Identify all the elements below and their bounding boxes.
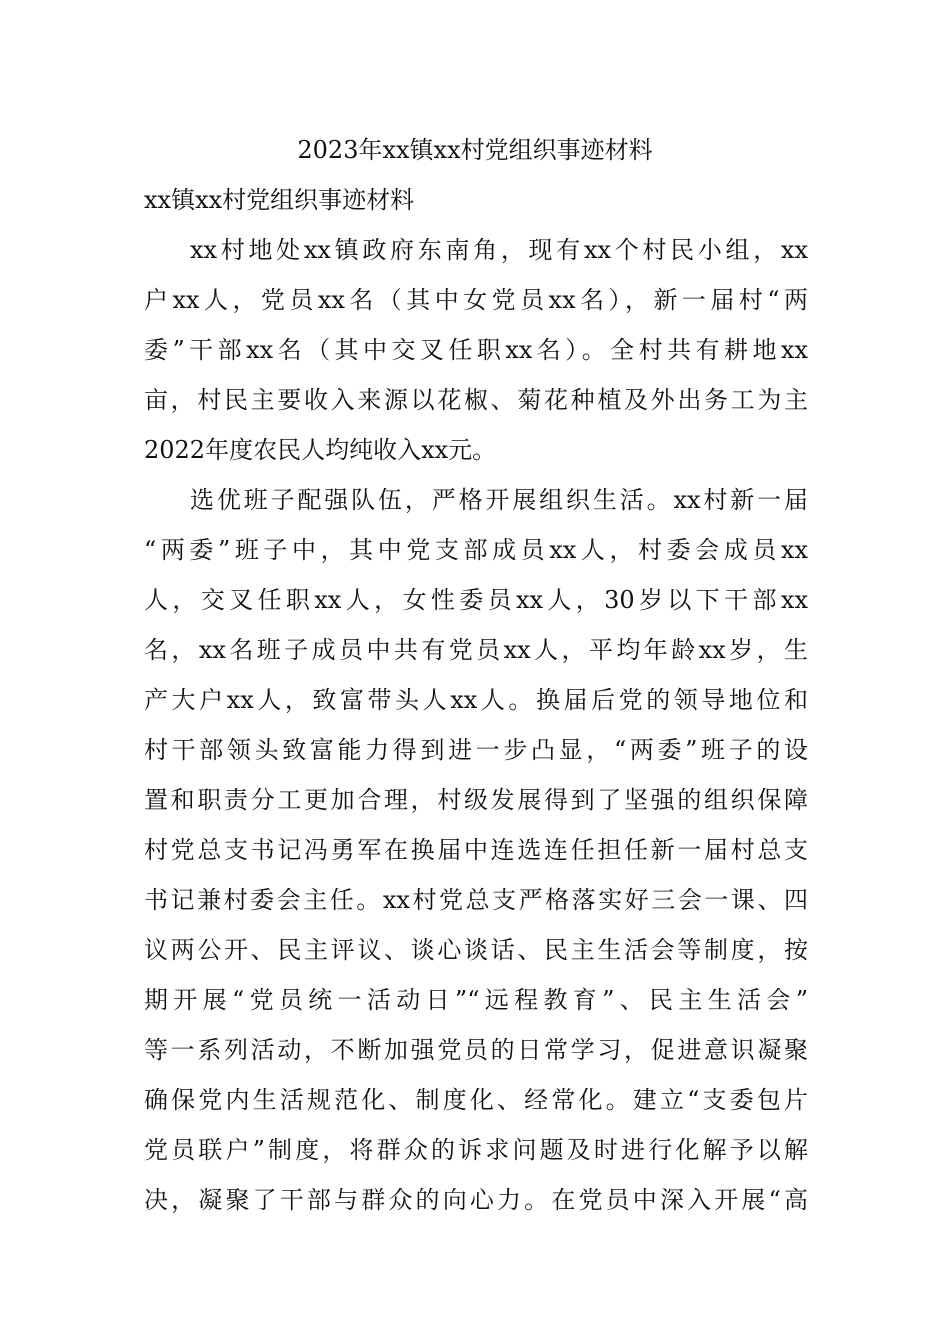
paragraph-2-line: 议两公开、民主评议、谈心谈话、民主生活会等制度，按 [144,936,808,964]
document-subtitle: xx镇xx村党组织事迹材料 [144,186,415,214]
paragraph-2-line: 人，交叉任职xx人，女性委员xx人，30岁以下干部xx [144,586,808,614]
paragraph-2-line: 书记兼村委会主任。xx村党总支严格落实好三会一课、四 [144,886,808,914]
paragraph-1-line: xx村地处xx镇政府东南角，现有xx个村民小组，xx [190,236,808,264]
paragraph-2-line: 期开展“党员统一活动日”“远程教育”、民主生活会” [144,986,808,1014]
paragraph-1-line: 亩，村民主要收入来源以花椒、菊花种植及外出务工为主 [144,386,808,414]
document-title: 2023年xx镇xx村党组织事迹材料 [297,136,653,164]
paragraph-1-line: 户xx人，党员xx名（其中女党员xx名），新一届村“两 [144,286,808,314]
paragraph-2-line: 决，凝聚了干部与群众的向心力。在党员中深入开展“高 [144,1186,808,1214]
paragraph-2-line: 党员联户”制度，将群众的诉求问题及时进行化解予以解 [144,1136,808,1164]
paragraph-2-line: 名，xx名班子成员中共有党员xx人，平均年龄xx岁，生 [144,636,808,664]
paragraph-2-line: 选优班子配强队伍，严格开展组织生活。xx村新一届 [190,486,808,514]
paragraph-2-line: 村干部领头致富能力得到进一步凸显，“两委”班子的设 [144,736,808,764]
paragraph-2-line: 确保党内生活规范化、制度化、经常化。建立“支委包片 [144,1086,808,1114]
paragraph-1-line: 2022年度农民人均纯收入xx元。 [144,436,497,464]
paragraph-2-line: “两委”班子中，其中党支部成员xx人，村委会成员xx [144,536,808,564]
paragraph-2-line: 村党总支书记冯勇军在换届中连选连任担任新一届村总支 [144,836,808,864]
paragraph-2-line: 置和职责分工更加合理，村级发展得到了坚强的组织保障 [144,786,808,814]
paragraph-2-line: 等一系列活动，不断加强党员的日常学习，促进意识凝聚 [144,1036,808,1064]
paragraph-1-line: 委”干部xx名（其中交叉任职xx名）。全村共有耕地xx [144,336,808,364]
paragraph-2-line: 产大户xx人，致富带头人xx人。换届后党的领导地位和 [144,686,808,714]
